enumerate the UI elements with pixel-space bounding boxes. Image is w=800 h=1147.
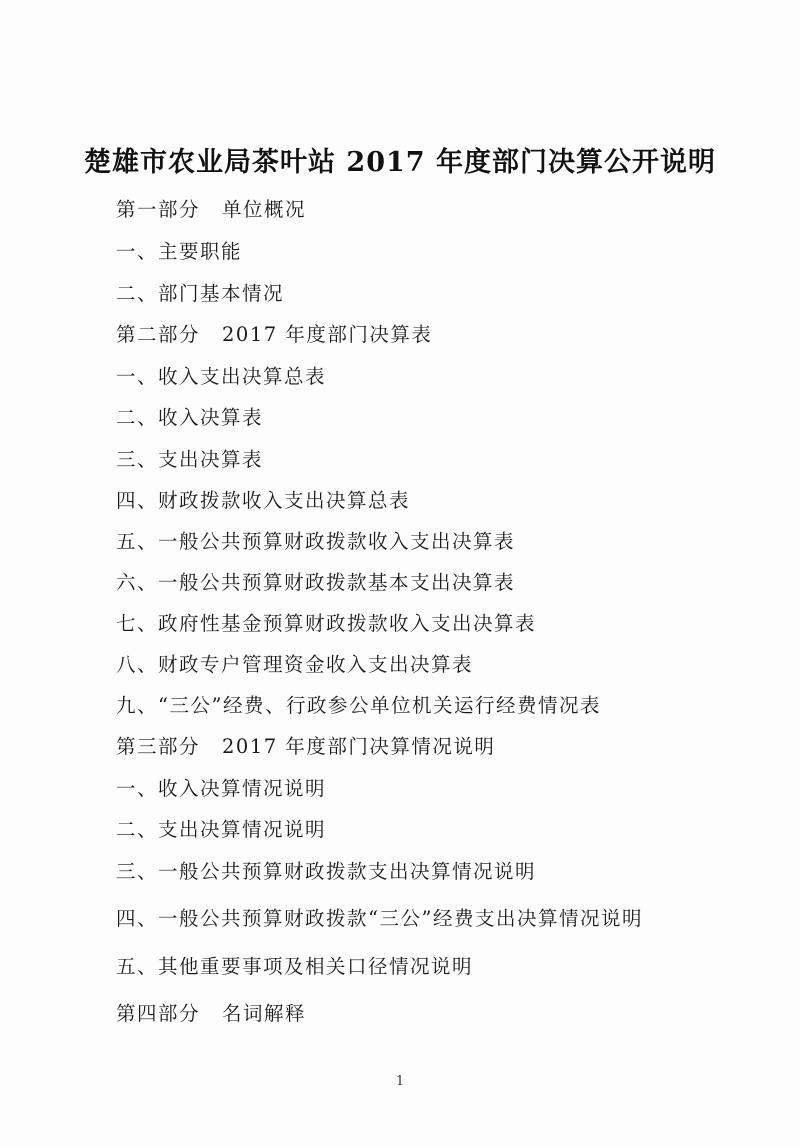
toc-text: 一般公共预算财政拨款支出决算情况说明: [158, 860, 537, 883]
toc-label: 三、: [116, 860, 159, 883]
toc-text: 财政专户管理资金收入支出决算表: [158, 653, 474, 676]
document-title: 楚雄市农业局茶叶站 2017 年度部门决算公开说明: [84, 147, 716, 178]
toc-text: 收入支出决算总表: [158, 365, 327, 388]
toc-item: [116, 777, 326, 801]
toc-text: 单位概况: [222, 198, 307, 221]
toc-text: 支出决算情况说明: [158, 818, 327, 841]
toc-text: 主要职能: [158, 240, 243, 263]
toc-item: [116, 282, 284, 306]
toc-item: [116, 612, 536, 636]
toc-item: [116, 489, 410, 513]
toc-label: 八、: [116, 653, 159, 676]
toc-text: 其他重要事项及相关口径情况说明: [158, 955, 474, 978]
toc-label: 第四部分: [116, 1002, 201, 1025]
toc-item: [116, 860, 536, 884]
toc-label: 二、: [116, 282, 159, 305]
toc-label: 九、: [116, 694, 159, 717]
toc-text: 部门基本情况: [158, 282, 285, 305]
page-number: 1: [395, 1074, 405, 1089]
toc-label: 三、: [116, 448, 159, 471]
toc-item: [116, 653, 473, 677]
toc-text: 一般公共预算财政拨款基本支出决算表: [158, 571, 516, 594]
toc-label: 七、: [116, 612, 159, 635]
toc-text: 收入决算表: [158, 406, 264, 429]
toc-part-3: [116, 735, 495, 759]
toc-label: 五、: [116, 530, 159, 553]
toc-text: 政府性基金预算财政拨款收入支出决算表: [158, 612, 537, 635]
toc-part-2: [116, 323, 432, 347]
toc-text: 一般公共预算财政拨款收入支出决算表: [158, 530, 516, 553]
toc-label: 四、: [116, 489, 159, 512]
toc-part-1: [116, 198, 306, 222]
toc-item: [116, 406, 263, 430]
toc-text: 2017 年度部门决算表: [222, 323, 433, 346]
toc-item: [116, 571, 515, 595]
toc-label: 五、: [116, 955, 159, 978]
toc-item: [116, 240, 242, 264]
toc-label: 第三部分: [116, 735, 201, 758]
toc-text: “三公”经费、行政参公单位机关运行经费情况表: [158, 694, 601, 717]
toc-item: [116, 530, 515, 554]
toc-label: 四、: [116, 907, 159, 930]
toc-label: 一、: [116, 240, 159, 263]
toc-item: [116, 955, 473, 979]
toc-label: 第一部分: [116, 198, 201, 221]
toc-text: 2017 年度部门决算情况说明: [222, 735, 496, 758]
toc-label: 二、: [116, 406, 159, 429]
toc-item: [116, 907, 643, 931]
toc-item: [116, 818, 326, 842]
toc-text: 一般公共预算财政拨款“三公”经费支出决算情况说明: [158, 907, 643, 930]
toc-text: 名词解释: [222, 1002, 307, 1025]
toc-label: 一、: [116, 365, 159, 388]
toc-label: 一、: [116, 777, 159, 800]
toc-text: 支出决算表: [158, 448, 264, 471]
toc-label: 二、: [116, 818, 159, 841]
toc-part-4: [116, 1002, 306, 1026]
toc-text: 收入决算情况说明: [158, 777, 327, 800]
toc-label: 第二部分: [116, 323, 201, 346]
toc-label: 六、: [116, 571, 159, 594]
toc-item: [116, 448, 263, 472]
toc-item: [116, 694, 601, 718]
toc-item: [116, 365, 326, 389]
toc-text: 财政拨款收入支出决算总表: [158, 489, 411, 512]
